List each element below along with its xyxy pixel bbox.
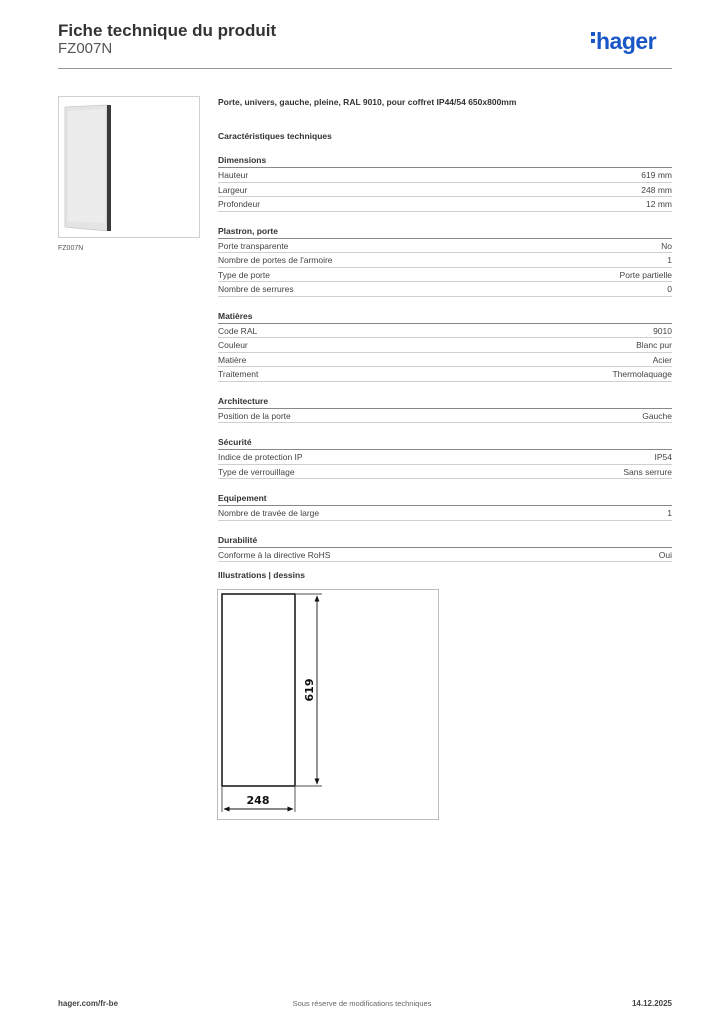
door-image: [63, 103, 111, 231]
spec-value: Gauche: [642, 410, 672, 421]
spec-value: Sans serrure: [623, 466, 672, 477]
spec-label: Nombre de portes de l'armoire: [218, 255, 333, 265]
page-title: Fiche technique du produit: [58, 21, 277, 40]
spec-row: [218, 168, 672, 183]
spec-value: Oui: [658, 549, 672, 560]
spec-row: [218, 465, 672, 480]
spec-value: 9010: [653, 325, 672, 336]
footer-date: 14.12.2025: [631, 999, 672, 1008]
section-title: Equipement: [218, 490, 672, 506]
product-description: Porte, univers, gauche, pleine, RAL 9010, pour coffret IP44/54 650x800mm: [218, 97, 517, 107]
door-outline: [222, 594, 295, 786]
spec-row: [218, 239, 672, 254]
spec-section-equipment: [218, 490, 672, 521]
spec-value: Porte partielle: [619, 269, 672, 280]
spec-label: Type de verrouillage: [218, 466, 295, 477]
spec-section-architecture: [218, 393, 672, 424]
hager-logo[interactable]: [591, 28, 656, 55]
section-title: Durabilité: [218, 532, 672, 548]
spec-value: No: [661, 240, 672, 251]
spec-label: Porte transparente: [218, 240, 289, 251]
spec-row: [218, 367, 672, 382]
spec-row: [218, 253, 672, 268]
spec-row: [218, 268, 672, 283]
footer-website-link[interactable]: hager.com/fr-be: [58, 999, 119, 1008]
spec-row: [218, 183, 672, 198]
spec-label: Indice de protection IP: [218, 452, 303, 462]
spec-row: [218, 409, 672, 424]
technical-characteristics-title: Caractéristiques techniques: [218, 131, 332, 141]
spec-label: Nombre de serrures: [218, 284, 294, 294]
spec-label: Position de la porte: [218, 410, 291, 421]
product-photo: [58, 96, 200, 238]
spec-label: Hauteur: [218, 170, 249, 180]
spec-label: Profondeur: [218, 199, 261, 209]
spec-value: 12 mm: [646, 199, 672, 209]
illustrations-title: Illustrations | dessins: [218, 570, 305, 580]
section-title: Plastron, porte: [218, 223, 672, 239]
spec-row: [218, 338, 672, 353]
spec-value: 1: [667, 255, 672, 265]
spec-section-dimensions: [218, 152, 672, 212]
width-dimension-label: 248: [246, 794, 270, 807]
spec-label: Type de porte: [218, 269, 270, 280]
spec-label: Largeur: [218, 184, 248, 195]
spec-value: IP54: [654, 452, 672, 462]
spec-value: 619 mm: [641, 170, 672, 180]
logo-text: hager: [596, 28, 657, 54]
spec-value: Thermolaquage: [612, 369, 672, 379]
spec-row: [218, 324, 672, 339]
spec-section-durability: [218, 532, 672, 563]
spec-label: Conforme à la directive RoHS: [218, 549, 331, 560]
spec-value: Blanc pur: [636, 340, 672, 350]
spec-label: Matière: [218, 354, 247, 365]
spec-section-security: [218, 434, 672, 479]
spec-section-materials: [218, 308, 672, 382]
spec-row: [218, 197, 672, 212]
spec-label: Nombre de travée de large: [218, 508, 320, 518]
technical-drawing: [217, 589, 439, 820]
spec-section-plastron: [218, 223, 672, 297]
spec-label: Couleur: [218, 340, 248, 350]
section-title: Matières: [218, 308, 672, 324]
spec-row: [218, 450, 672, 465]
section-title: Architecture: [218, 393, 672, 409]
spec-row: [218, 282, 672, 297]
photo-caption: FZ007N: [58, 245, 84, 252]
section-title: Sécurité: [218, 434, 672, 450]
spec-value: 0: [667, 284, 672, 294]
specs-table: [218, 152, 672, 573]
spec-label: Traitement: [218, 369, 259, 379]
spec-value: 1: [667, 508, 672, 518]
spec-value: 248 mm: [641, 184, 672, 195]
product-reference: FZ007N: [58, 40, 113, 57]
spec-row: [218, 548, 672, 563]
drawing-svg: [218, 590, 438, 819]
logo-dots-icon: [591, 32, 595, 46]
header-divider: [58, 68, 672, 69]
spec-row: [218, 506, 672, 521]
spec-row: [218, 353, 672, 368]
spec-label: Code RAL: [218, 325, 258, 336]
spec-value: Acier: [652, 354, 672, 365]
footer-notice: Sous réserve de modifications techniques: [292, 999, 432, 1008]
height-dimension-label: 619: [303, 678, 316, 702]
section-title: Dimensions: [218, 152, 672, 168]
